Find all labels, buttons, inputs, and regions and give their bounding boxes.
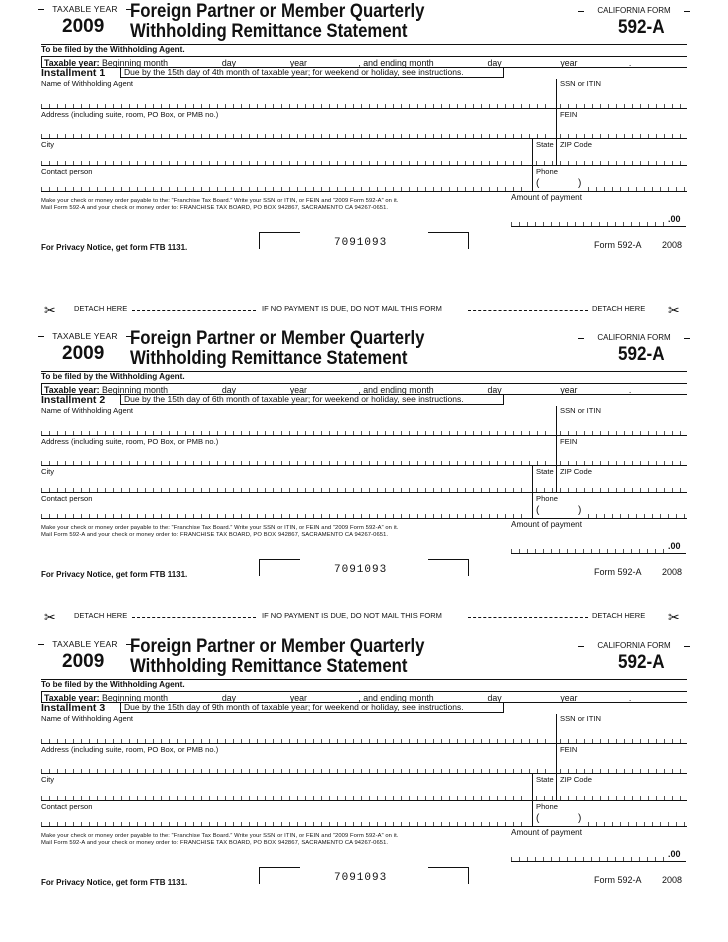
voucher-installment-1 — [0, 0, 728, 307]
contact-label: Contact person — [41, 167, 93, 176]
tax-year: 2009 — [62, 343, 105, 364]
no-payment-notice: IF NO PAYMENT IS DUE, DO NOT MAIL THIS FORM — [262, 611, 442, 620]
zip-label: ZIP Code — [560, 140, 592, 149]
form-title-line2: Withholding Remittance Statement — [130, 655, 408, 677]
privacy-notice: For Privacy Notice, get form FTB 1131. — [41, 878, 188, 887]
zip-label: ZIP Code — [560, 775, 592, 784]
phone-close-paren: ) — [578, 178, 582, 189]
state-label: State — [536, 775, 554, 784]
phone-label: Phone — [536, 802, 558, 811]
city-label: City — [41, 775, 55, 784]
no-payment-notice: IF NO PAYMENT IS DUE, DO NOT MAIL THIS FORM — [262, 304, 442, 313]
privacy-notice: For Privacy Notice, get form FTB 1131. — [41, 570, 188, 579]
detach-here-left: DETACH HERE — [74, 611, 128, 620]
scissors-icon: ✂ — [668, 609, 680, 625]
address-label: Address (including suite, room, PO Box, or PMB no.) — [41, 110, 219, 119]
taxable-year-label: TAXABLE YEAR — [46, 4, 124, 14]
scissors-icon: ✂ — [44, 302, 56, 318]
name-label: Name of Withholding Agent — [41, 714, 134, 723]
california-form-label: CALIFORNIA FORM — [586, 333, 682, 342]
installment-due-note: Due by the 15th day of 9th month of taxable year; for weekend or holiday, see instructions. — [120, 703, 504, 713]
contact-label: Contact person — [41, 802, 93, 811]
form-code: 7091093 — [334, 564, 388, 576]
contact-label: Contact person — [41, 494, 93, 503]
phone-open-paren: ( — [536, 813, 540, 824]
payment-instructions-2: Mail Form 592-A and your check or money order to: FRANCHISE TAX BOARD, PO BOX 942867, SACRAMENTO CA 94267-0651. — [41, 205, 389, 211]
phone-open-paren: ( — [536, 505, 540, 516]
form-title-line2: Withholding Remittance Statement — [130, 347, 408, 369]
taxable-year-period: Beginning month __________ day __________ year __________, and ending month __________ day ___________ year __________. — [99, 58, 632, 68]
payment-instructions-2: Mail Form 592-A and your check or money order to: FRANCHISE TAX BOARD, PO BOX 942867, SACRAMENTO CA 94267-0651. — [41, 532, 389, 538]
tax-year: 2009 — [62, 16, 105, 37]
tax-year: 2009 — [62, 651, 105, 672]
state-label: State — [536, 140, 554, 149]
footer-year: 2008 — [662, 875, 683, 885]
form-number: 592-A — [618, 652, 665, 673]
filed-by-note: To be filed by the Withholding Agent. — [41, 372, 185, 381]
form-title-line1: Foreign Partner or Member Quarterly — [130, 0, 425, 22]
voucher-installment-2 — [0, 327, 728, 634]
state-label: State — [536, 467, 554, 476]
taxable-year-label: TAXABLE YEAR — [46, 331, 124, 341]
detach-here-right: DETACH HERE — [592, 611, 646, 620]
installment-due-note: Due by the 15th day of 6th month of taxable year; for weekend or holiday, see instructions. — [120, 395, 504, 405]
phone-label: Phone — [536, 167, 558, 176]
form-title-line1: Foreign Partner or Member Quarterly — [130, 327, 425, 349]
form-number: 592-A — [618, 344, 665, 365]
amount-label: Amount of payment — [511, 828, 582, 837]
privacy-notice: For Privacy Notice, get form FTB 1131. — [41, 243, 188, 252]
taxable-year-period: Beginning month __________ day __________ year __________, and ending month __________ day ___________ year __________. — [99, 385, 632, 395]
fein-label: FEIN — [560, 110, 578, 119]
address-label: Address (including suite, room, PO Box, or PMB no.) — [41, 437, 219, 446]
taxable-year-field[interactable] — [41, 691, 687, 703]
installment-label: Installment 3 — [41, 702, 106, 714]
taxable-year-prefix: Taxable year: — [44, 385, 100, 395]
fein-label: FEIN — [560, 437, 578, 446]
scissors-icon: ✂ — [44, 609, 56, 625]
form-title-line2: Withholding Remittance Statement — [130, 20, 408, 42]
voucher-installment-3 — [0, 635, 728, 942]
california-form-label: CALIFORNIA FORM — [586, 641, 682, 650]
taxable-year-prefix: Taxable year: — [44, 693, 100, 703]
amount-cents: .00 — [668, 849, 681, 859]
footer-form: Form 592-A — [594, 240, 642, 250]
detach-line-2 — [0, 611, 728, 623]
detach-line-1 — [0, 304, 728, 316]
zip-label: ZIP Code — [560, 467, 592, 476]
footer-year: 2008 — [662, 567, 683, 577]
taxable-year-period: Beginning month __________ day __________ year __________, and ending month __________ day ___________ year __________. — [99, 693, 632, 703]
phone-close-paren: ) — [578, 505, 582, 516]
ssn-label: SSN or ITIN — [560, 406, 601, 415]
form-code: 7091093 — [334, 237, 388, 249]
ssn-label: SSN or ITIN — [560, 714, 601, 723]
phone-open-paren: ( — [536, 178, 540, 189]
form-title-line1: Foreign Partner or Member Quarterly — [130, 635, 425, 657]
detach-here-left: DETACH HERE — [74, 304, 128, 313]
phone-close-paren: ) — [578, 813, 582, 824]
installment-label: Installment 1 — [41, 67, 106, 79]
city-label: City — [41, 467, 55, 476]
taxable-year-field[interactable] — [41, 56, 687, 68]
payment-instructions-1: Make your check or money order payable to the: “Franchise Tax Board.” Write your SSN or ITIN, or FEIN and “2009 Form 592-A” on it. — [41, 198, 399, 204]
name-label: Name of Withholding Agent — [41, 406, 134, 415]
form-number: 592-A — [618, 17, 665, 38]
amount-cents: .00 — [668, 541, 681, 551]
name-label: Name of Withholding Agent — [41, 79, 134, 88]
address-label: Address (including suite, room, PO Box, or PMB no.) — [41, 745, 219, 754]
amount-cents: .00 — [668, 214, 681, 224]
footer-form: Form 592-A — [594, 567, 642, 577]
payment-instructions-1: Make your check or money order payable to the: “Franchise Tax Board.” Write your SSN or ITIN, or FEIN and “2009 Form 592-A” on it. — [41, 833, 399, 839]
form-code: 7091093 — [334, 872, 388, 884]
filed-by-note: To be filed by the Withholding Agent. — [41, 680, 185, 689]
payment-instructions-2: Mail Form 592-A and your check or money order to: FRANCHISE TAX BOARD, PO BOX 942867, SACRAMENTO CA 94267-0651. — [41, 840, 389, 846]
taxable-year-field[interactable] — [41, 383, 687, 395]
detach-here-right: DETACH HERE — [592, 304, 646, 313]
installment-due-note: Due by the 15th day of 4th month of taxable year; for weekend or holiday, see instructions. — [120, 68, 504, 78]
footer-form: Form 592-A — [594, 875, 642, 885]
california-form-label: CALIFORNIA FORM — [586, 6, 682, 15]
fein-label: FEIN — [560, 745, 578, 754]
taxable-year-label: TAXABLE YEAR — [46, 639, 124, 649]
amount-label: Amount of payment — [511, 520, 582, 529]
payment-instructions-1: Make your check or money order payable to the: “Franchise Tax Board.” Write your SSN or ITIN, or FEIN and “2009 Form 592-A” on it. — [41, 525, 399, 531]
filed-by-note: To be filed by the Withholding Agent. — [41, 45, 185, 54]
phone-label: Phone — [536, 494, 558, 503]
footer-year: 2008 — [662, 240, 683, 250]
city-label: City — [41, 140, 55, 149]
taxable-year-prefix: Taxable year: — [44, 58, 100, 68]
amount-label: Amount of payment — [511, 193, 582, 202]
ssn-label: SSN or ITIN — [560, 79, 601, 88]
scissors-icon: ✂ — [668, 302, 680, 318]
installment-label: Installment 2 — [41, 394, 106, 406]
